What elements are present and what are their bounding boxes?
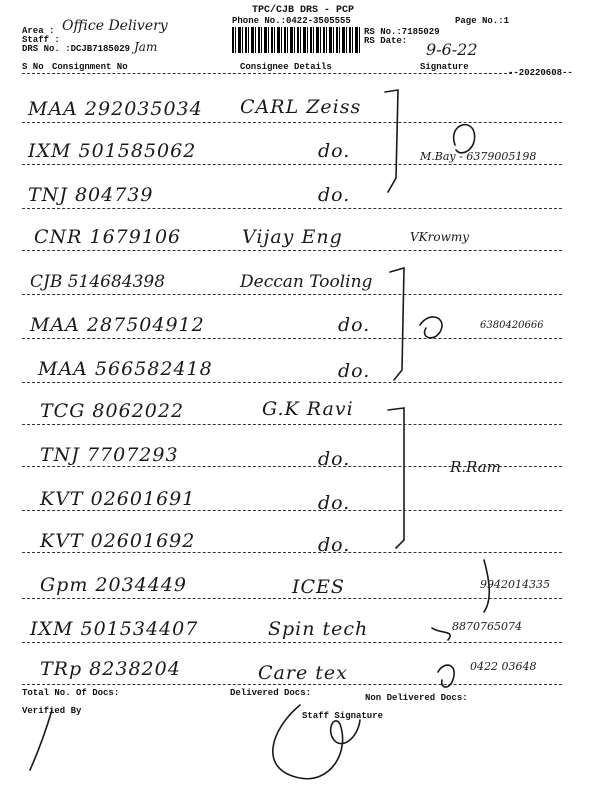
col-s-no: S No — [22, 62, 44, 72]
recipient-signature: M.Bay - 6379005198 — [420, 150, 537, 163]
drs-number: DRS No. :DCJB7185029 — [22, 44, 131, 54]
bracket — [390, 268, 404, 380]
consignment-no: TCG 8062022 — [40, 400, 185, 422]
recipient-signature: 9942014335 — [480, 578, 550, 591]
consignment-no: TNJ 804739 — [28, 184, 154, 206]
recipient-signature: 0422 03648 — [470, 660, 537, 673]
consignee-name: do. — [318, 184, 351, 206]
consignee-name: do. — [338, 360, 371, 382]
rs-date-value: 9-6-22 — [426, 40, 478, 59]
consignee-name: ICES — [292, 576, 345, 598]
rs-number: RS No.:7185029 — [364, 27, 440, 37]
consignment-no: CJB 514684398 — [30, 272, 166, 292]
bracket — [388, 408, 404, 548]
signature-scribble — [432, 628, 450, 640]
consignee-name: G.K Ravi — [262, 398, 354, 420]
consignee-name: do. — [338, 314, 371, 336]
consignment-no: KVT 02601692 — [40, 530, 196, 552]
consignment-no: MAA 292035034 — [28, 98, 203, 120]
consignee-name: do. — [318, 534, 351, 556]
area-value: Office Delivery — [62, 18, 168, 34]
page-number: Page No.:1 — [455, 16, 510, 26]
consignment-no: KVT 02601691 — [40, 488, 196, 510]
total-docs: Total No. Of Docs: — [22, 688, 120, 698]
consignment-no: TRp 8238204 — [40, 658, 181, 680]
area-label: Area : — [22, 26, 55, 36]
signature-scribble — [454, 125, 475, 153]
col-signature: Signature — [420, 62, 469, 72]
consignee-name: CARL Zeiss — [240, 96, 362, 118]
staff-label: Staff : — [22, 35, 60, 45]
drs-note: Jam — [134, 40, 158, 54]
rs-date-label: RS Date: — [364, 36, 408, 46]
consignee-name: Care tex — [258, 662, 348, 684]
report-date: --20220608-- — [508, 68, 573, 78]
consignee-name: Spin tech — [268, 618, 369, 640]
signature-scribble — [438, 665, 454, 687]
consignee-name: Deccan Tooling — [240, 272, 373, 292]
consignment-no: MAA 287504912 — [30, 314, 205, 336]
staff-signature-label: Staff Signature — [302, 711, 384, 721]
recipient-signature: R.Ram — [450, 458, 501, 476]
phone-number: Phone No.:0422-3505555 — [232, 16, 351, 26]
consignment-no: MAA 566582418 — [38, 358, 213, 380]
recipient-signature: VKrowmy — [410, 230, 470, 244]
verified-by: Verified By — [22, 706, 82, 716]
consignment-no: Gpm 2034449 — [40, 574, 188, 596]
signature-scribble — [420, 317, 442, 338]
delivered-docs: Delivered Docs: — [230, 688, 312, 698]
col-consignment: Consignment No — [52, 62, 128, 72]
consignment-no: TNJ 7707293 — [40, 444, 179, 466]
consignment-no: IXM 501534407 — [30, 618, 199, 640]
verifier-signature — [30, 710, 52, 770]
bracket — [385, 90, 398, 192]
consignment-no: CNR 1679106 — [34, 226, 182, 248]
recipient-signature: 6380420666 — [480, 320, 544, 331]
consignee-name: do. — [318, 492, 351, 514]
col-consignee: Consignee Details — [240, 62, 332, 72]
signature-scribble — [484, 560, 489, 612]
consignee-name: do. — [318, 140, 351, 162]
non-delivered-docs: Non Delivered Docs: — [365, 693, 468, 703]
recipient-signature: 8870765074 — [452, 620, 522, 633]
consignee-name: Vijay Eng — [242, 226, 343, 248]
consignment-no: IXM 501585062 — [28, 140, 197, 162]
consignee-name: do. — [318, 448, 351, 470]
report-title: TPC/CJB DRS - PCP — [252, 5, 355, 16]
